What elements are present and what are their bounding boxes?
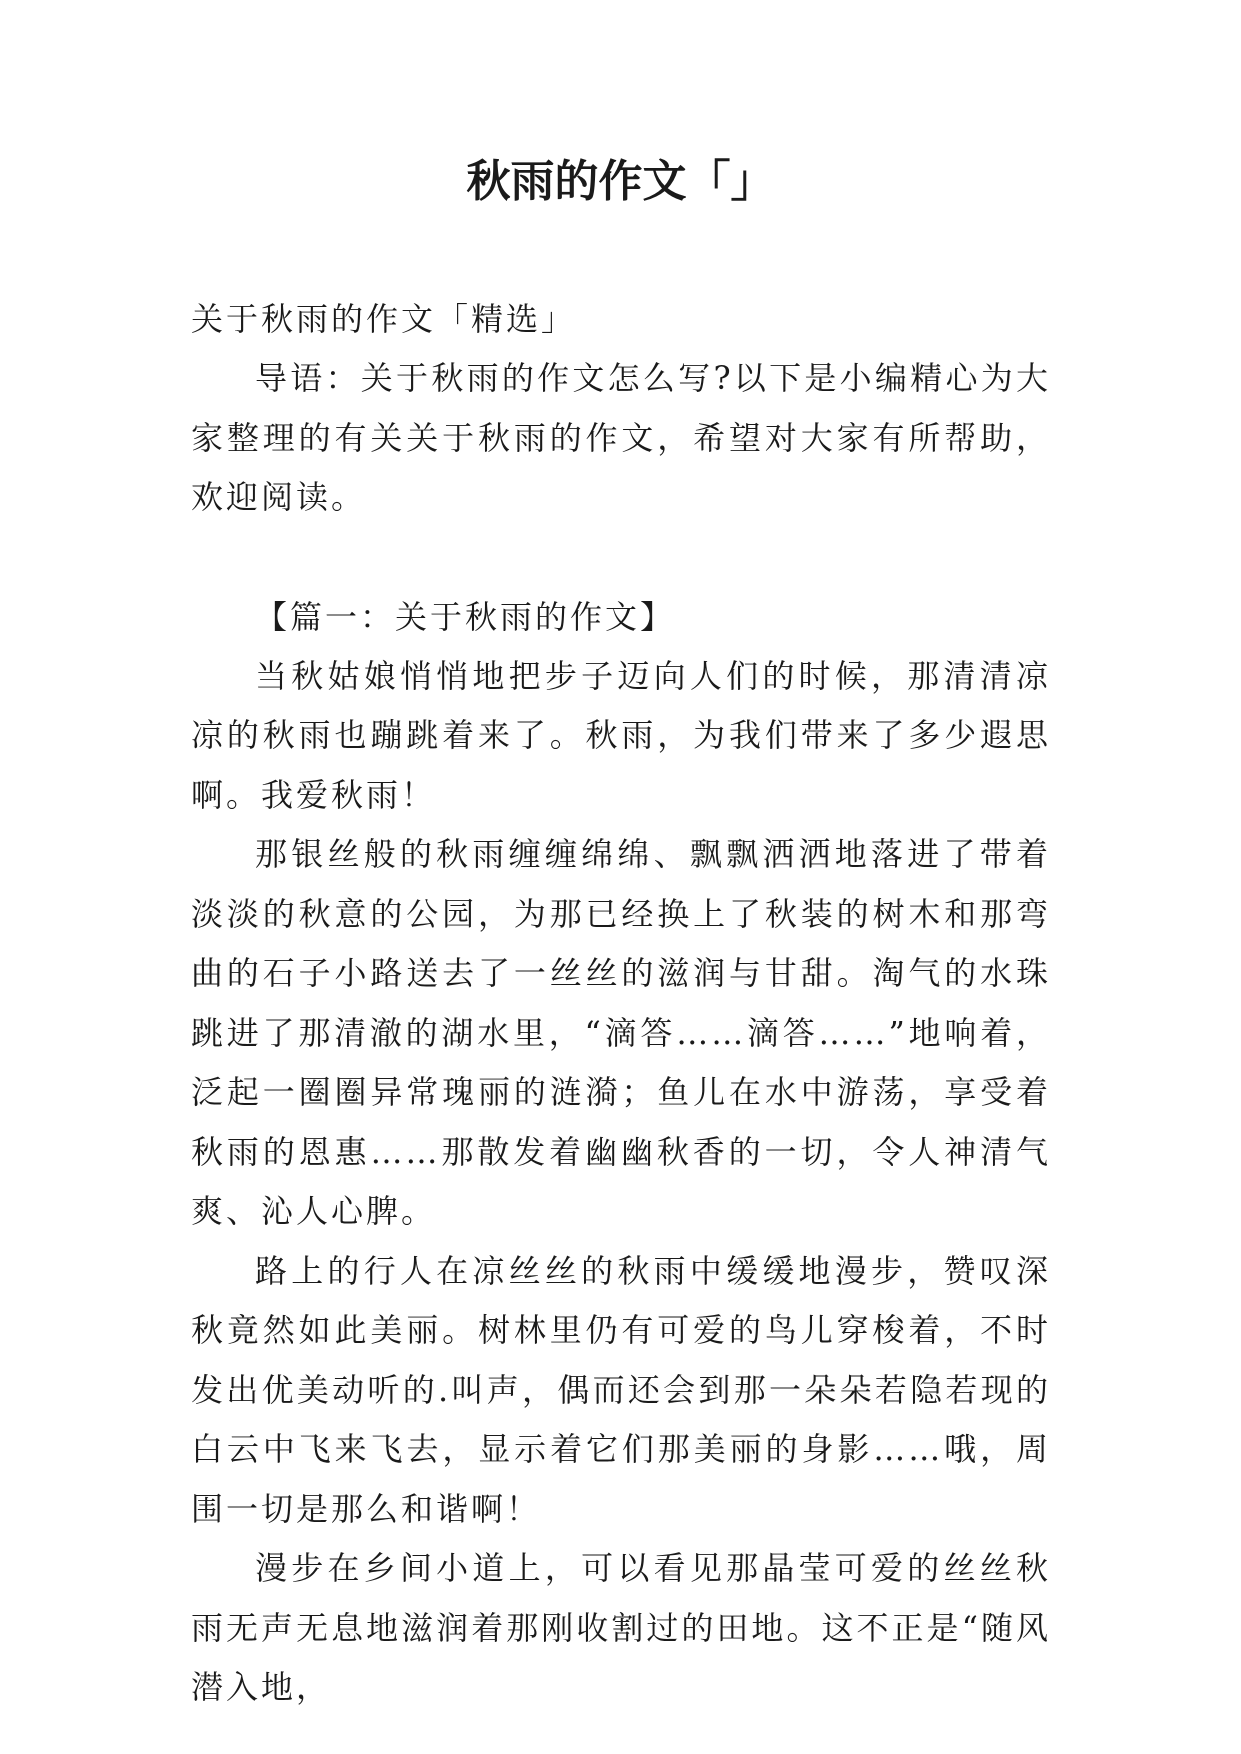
body-paragraph-2: 那银丝般的秋雨缠缠绵绵、飘飘洒洒地落进了带着淡淡的秋意的公园，为那已经换上了秋装的树木和那弯曲的石子小路送去了一丝丝的滋润与甘甜。淘气的水珠跳进了那清澈的湖水里，“滴答……滴答……”地响着，泛起一圈圈异常瑰丽的涟漪；鱼儿在水中游荡，享受着秋雨的恩惠……那散发着幽幽秋香的一切，令人神清气爽、沁人心脾。 (191, 835, 1051, 1230)
document-body (191, 290, 1051, 1718)
document-subtitle: 关于秋雨的作文「精选」 (191, 300, 577, 338)
body-paragraph-1: 当秋姑娘悄悄地把步子迈向人们的时候，那清清凉凉的秋雨也蹦跳着来了。秋雨，为我们带来了多少遐思啊。我爱秋雨！ (191, 656, 1051, 814)
body-paragraph-3: 路上的行人在凉丝丝的秋雨中缓缓地漫步，赞叹深秋竟然如此美丽。树林里仍有可爱的鸟儿穿梭着，不时发出优美动听的.叫声，偶而还会到那一朵朵若隐若现的白云中飞来飞去，显示着它们那美丽的身影……哦，周围一切是那么和谐啊！ (191, 1251, 1051, 1528)
section-heading: 【篇一：关于秋雨的作文】 (255, 597, 676, 636)
intro-paragraph: 导语：关于秋雨的作文怎么写?以下是小编精心为大家整理的有关关于秋雨的作文，希望对大家有所帮助，欢迎阅读。 (191, 359, 1051, 516)
section-spacer (191, 528, 1051, 588)
body-paragraph-4: 漫步在乡间小道上，可以看见那晶莹可爱的丝丝秋雨无声无息地滋润着那刚收割过的田地。这不正是“随风潜入地， (191, 1549, 1051, 1706)
document-title: 秋雨的作文「」 (466, 156, 775, 207)
